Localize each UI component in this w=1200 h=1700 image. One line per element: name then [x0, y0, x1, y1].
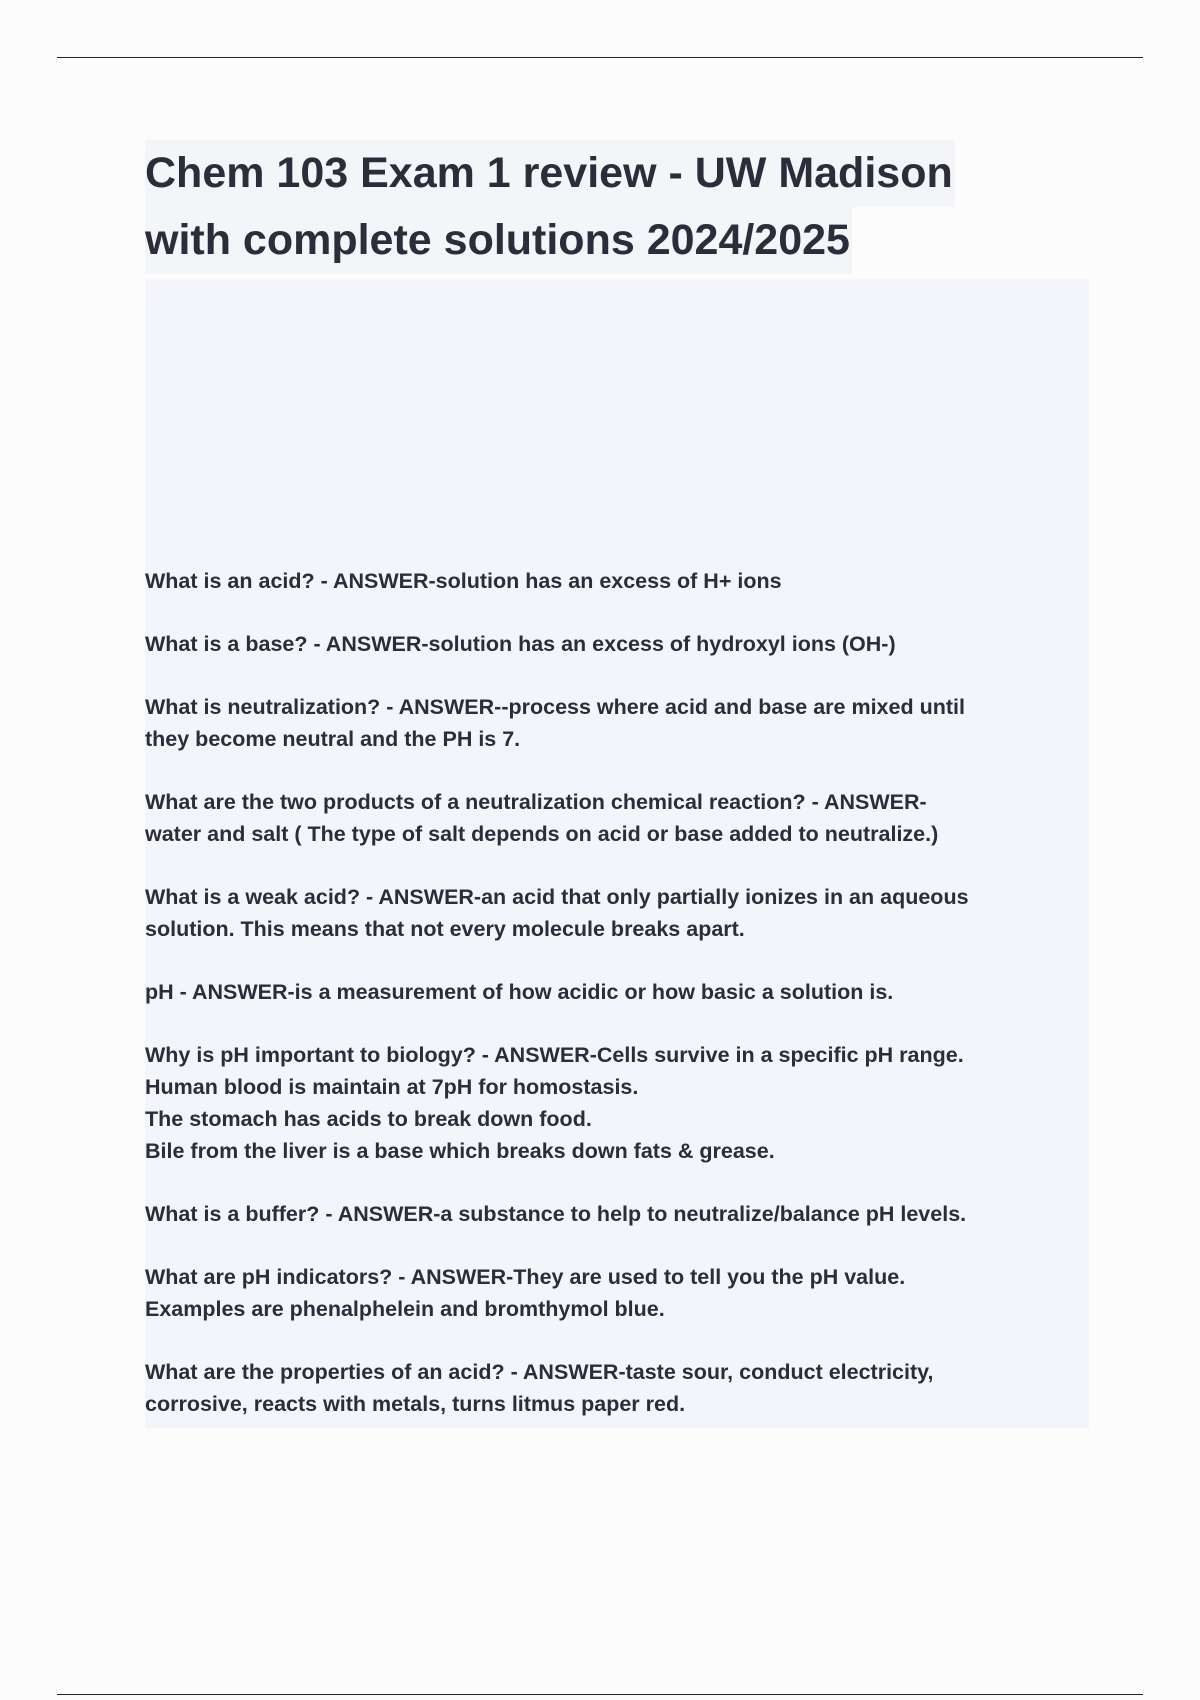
- qa-list: [145, 565, 1089, 1451]
- qa-item-ph-indicators: What are pH indicators? - ANSWER-They are used to tell you the pH value. Examples are phenalphelein and bromthymol blue.: [145, 1265, 906, 1321]
- qa-item-ph: pH - ANSWER-is a measurement of how acidic or how basic a solution is.: [145, 980, 894, 1004]
- qa-item-acid-properties: What are the properties of an acid? - ANSWER-taste sour, conduct electricity, corrosive, reacts with metals, turns litmus paper red.: [145, 1360, 934, 1416]
- top-rule: [57, 57, 1143, 58]
- qa-item-acid: What is an acid? - ANSWER-solution has an excess of H+ ions: [145, 569, 782, 593]
- qa-item-neutralization-products: What are the two products of a neutralization chemical reaction? - ANSWER- water and salt ( The type of salt depends on acid or base added to neutralize.): [145, 790, 939, 846]
- qa-item-neutralization: What is neutralization? - ANSWER--process where acid and base are mixed until they become neutral and the PH is 7.: [145, 695, 965, 751]
- qa-item-buffer: What is a buffer? - ANSWER-a substance to help to neutralize/balance pH levels.: [145, 1202, 967, 1226]
- document-title: [145, 140, 1045, 274]
- bottom-rule: [57, 1694, 1143, 1695]
- document-title-line-2: with complete solutions 2024/2025: [145, 207, 852, 274]
- qa-item-ph-biology: Why is pH important to biology? - ANSWER-Cells survive in a specific pH range. Human blood is maintain at 7pH for homostasis. The stomach has acids to break down food. Bile from the liver is a base which breaks down fats & grease.: [145, 1043, 964, 1163]
- qa-item-weak-acid: What is a weak acid? - ANSWER-an acid that only partially ionizes in an aqueous solution. This means that not every molecule breaks apart.: [145, 885, 969, 941]
- document-title-line-1: Chem 103 Exam 1 review - UW Madison: [145, 140, 955, 207]
- qa-item-base: What is a base? - ANSWER-solution has an excess of hydroxyl ions (OH-): [145, 632, 896, 656]
